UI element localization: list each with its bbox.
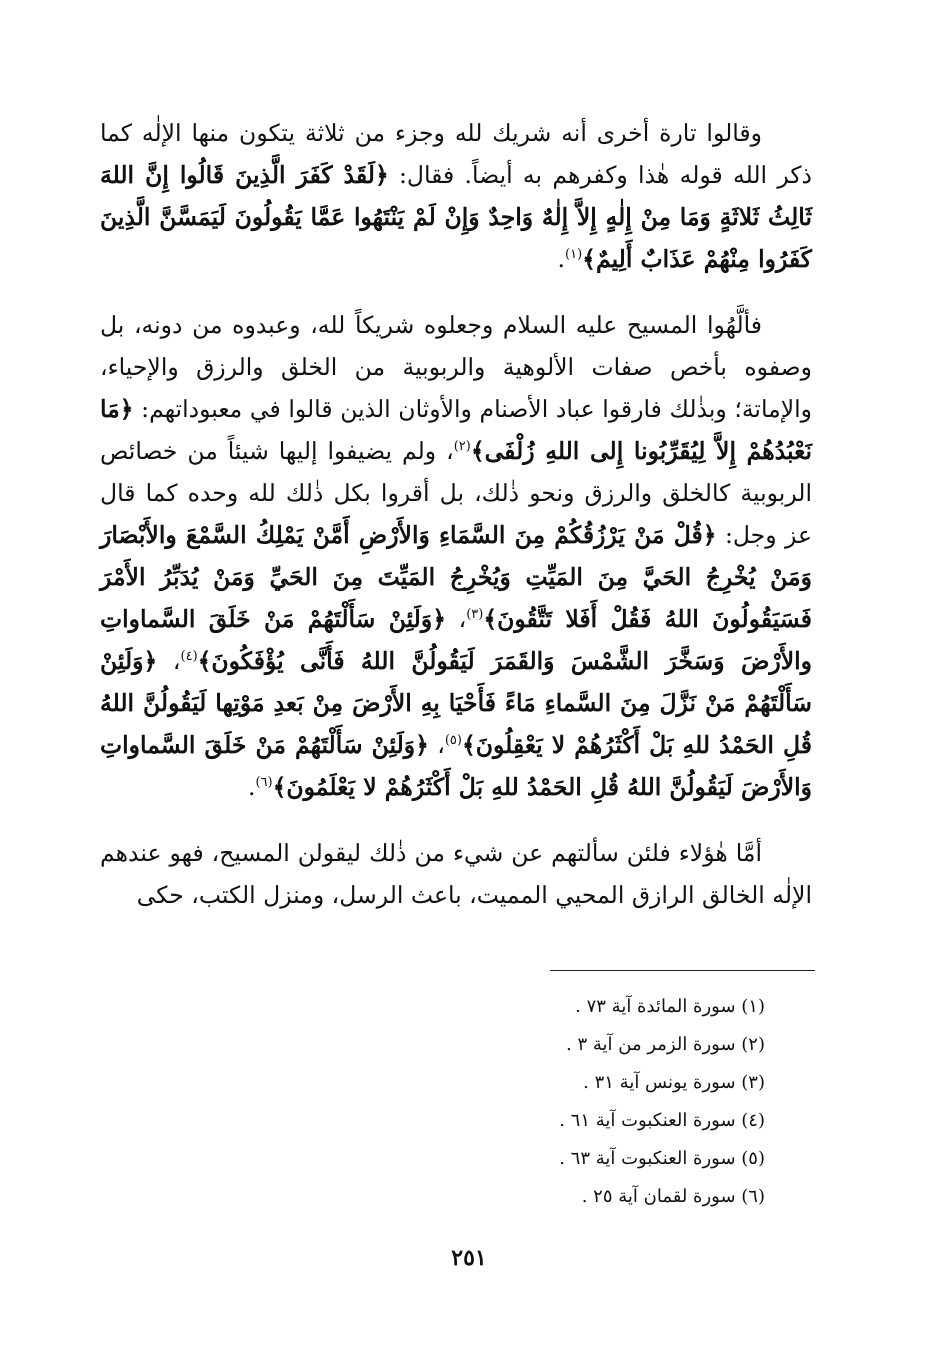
footnote-1: (١) سورة المائدة آية ٧٣ . xyxy=(575,996,765,1017)
footnote-ref: (٦) xyxy=(255,775,273,791)
paragraph-2-text: فألَّهُوا المسيح عليه السلام وجعلوه شريكاً لله، وعبدوه من دونه، بل وصفوه بأخص صفات الألوهية والربوبية من الخلق والرزق والإحياء، والإماتة؛ وبذٰلك فارقوا عباد الأصنام والأوثان الذين قالوا في معبوداتهم: xyxy=(100,311,812,423)
quran-verse: ﴿وَلَئِنْ سَأَلْتَهُمْ مَنْ خَلَقَ السَّماواتِ والأَرْضَ وَسَخَّرَ الشَّمْسَ وَالقَمَرَ لَيَقُولُنَّ اللهُ فَأَنَّى يُؤْفَكُونَ﴾ xyxy=(100,605,812,675)
paragraph-1 xyxy=(100,112,812,280)
paragraph-3-text: أمَّا هٰؤلاء فلئن سألتهم عن شيء من ذٰلك ليقولن المسيح، فهو عندهم الإلٰه الخالق الرازق المحيي المميت، باعث الرسل، ومنزل الكتب، حكى xyxy=(100,839,812,909)
separator: ، xyxy=(445,605,467,633)
quran-verse: ﴿مَا نَعْبُدُهُمْ إِلاَّ لِيُقَرِّبُونا إِلى اللهِ زُلْفَى﴾ xyxy=(100,395,812,465)
main-text xyxy=(100,112,812,940)
footnote-ref: (٢) xyxy=(453,439,471,455)
footnote-6: (٦) سورة لقمان آية ٢٥ . xyxy=(581,1186,765,1207)
quran-verse: ﴿وَلَئِنْ سَأَلْتَهُمْ مَنْ نَزَّلَ مِنَ السَّماءِ مَاءً فَأَحْيَا بِهِ الأَرْضَ مِنْ بَعدِ مَوْتِها لَيَقُولُنَّ اللهُ قُلِ الحَمْدُ للهِ بَلْ أَكْثَرُهُمْ لا يَعْقِلُونَ﴾ xyxy=(100,647,812,759)
paragraph-2 xyxy=(100,304,812,808)
footnote-ref: (٥) xyxy=(444,733,462,749)
footnote-4: (٤) سورة العنكبوت آية ٦١ . xyxy=(559,1110,765,1131)
separator: ، xyxy=(157,647,181,675)
paragraph-2-text-mid: ، ولم يضيفوا إليها شيئاً من خصائص الربوبية كالخلق والرزق ونحو ذٰلك، بل أقروا بكل ذٰلك لله وحده كما قال عز وجل: xyxy=(100,437,812,549)
page-number: ٢٥١ xyxy=(451,1245,487,1271)
footnote-ref: (٣) xyxy=(466,607,484,623)
footnote-divider xyxy=(550,970,815,971)
footnotes xyxy=(100,988,765,1216)
footnote-ref: (١) xyxy=(565,247,583,263)
footnote-2: (٢) سورة الزمر من آية ٣ . xyxy=(566,1034,765,1055)
paragraph-1-end: . xyxy=(557,245,566,273)
paragraph-2-end: . xyxy=(247,773,256,801)
separator: ، xyxy=(428,731,445,759)
footnote-5: (٥) سورة العنكبوت آية ٦٣ . xyxy=(559,1148,765,1169)
quran-verse: ﴿لَقَدْ كَفَرَ الَّذِينَ قَالُوا إِنَّ اللهَ ثَالِثُ ثَلاثَةٍ وَمَا مِنْ إِلٰهٍ إِلاَّ إِلٰهٌ وَاحِدٌ وَإِنْ لَمْ يَنْتَهُوا عَمَّا يَقُولُونَ لَيَمَسَّنَّ الَّذِينَ كَفَرُوا مِنْهُمْ عَذَابٌ أَلِيمٌ﴾ xyxy=(100,161,812,273)
quran-verse: ﴿وَلَئِنْ سَأَلْتَهُمْ مَنْ خَلَقَ السَّماواتِ وَالأَرْضَ لَيَقُولُنَّ اللهُ قُلِ الحَمْدُ للهِ بَلْ أَكْثَرُهُمْ لا يَعْلَمُونَ﴾ xyxy=(100,731,812,801)
footnote-ref: (٤) xyxy=(180,649,198,665)
footnote-3: (٣) سورة يونس آية ٣١ . xyxy=(583,1072,765,1093)
paragraph-1-text: وقالوا تارة أخرى أنه شريك لله وجزء من ثلاثة يتكون منها الإلٰه كما ذكر الله قوله هٰذا وكفرهم به أيضاً. فقال: xyxy=(100,119,812,189)
quran-verse: ﴿قُلْ مَنْ يَرْزُقُكُمْ مِنَ السَّمَاءِ وَالأَرْضِ أَمَّنْ يَمْلِكُ السَّمْعَ والأَبْصَارَ وَمَنْ يُخْرِجُ الحَيَّ مِنَ المَيِّتِ وَيُخْرِجُ المَيِّتَ مِنَ الحَيِّ وَمَنْ يُدَبِّرُ الأَمْرَ فَسَيَقُولُونَ اللهُ فَقُلْ أَفَلا تَتَّقُونَ﴾ xyxy=(100,521,813,633)
paragraph-3 xyxy=(100,832,812,916)
